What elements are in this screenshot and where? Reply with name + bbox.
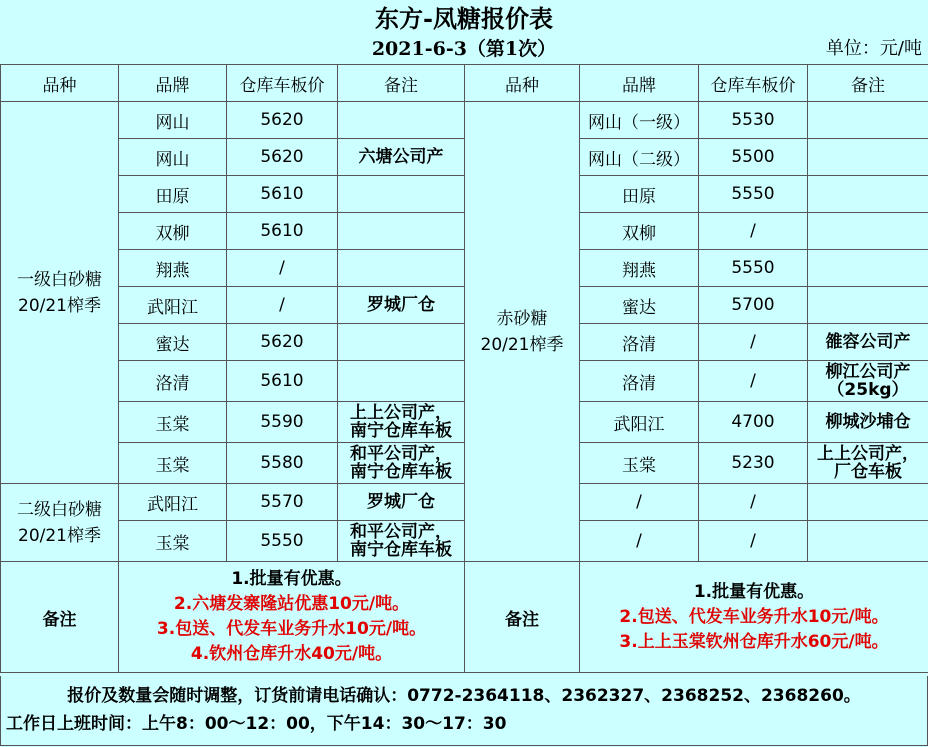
table-row [1,484,928,521]
sheet-title: 东方-凤糖报价表 [375,4,553,33]
remark-item: 1.批量有优惠。 [693,581,815,602]
brand-cell: 洛清 [580,324,699,361]
price-table [0,64,928,673]
price-cell: 5590 [227,402,338,443]
remarks-right [580,562,928,673]
note-cell: 雒容公司产 [808,324,928,361]
table-row [1,402,928,443]
brand-cell: 玉棠 [119,443,227,484]
brand-cell: 玉棠 [119,402,227,443]
column-header: 仓库车板价 [227,65,338,102]
price-cell: / [699,521,808,562]
note-cell: 罗城厂仓 [338,484,465,521]
column-header: 品牌 [119,65,227,102]
brand-cell: 洛清 [119,361,227,402]
working-hours: 工作日上班时间：上午8：00～12：00，下午14：30～17：30 [6,714,507,734]
note-cell: 和平公司产， 南宁仓库车板 [338,521,465,562]
brand-cell: 网山 [119,102,227,139]
price-cell: 5530 [699,102,808,139]
price-cell: 5500 [699,139,808,176]
category-white-sugar-grade2: 二级白砂糖 20/21榨季 [1,484,119,562]
column-header: 仓库车板价 [699,65,808,102]
brand-cell: 翔燕 [119,250,227,287]
brand-cell: 翔燕 [580,250,699,287]
brand-cell: 武阳江 [119,287,227,324]
brand-cell: 网山（二级） [580,139,699,176]
note-cell [808,484,928,521]
table-row [1,176,928,213]
column-header: 品牌 [580,65,699,102]
brand-cell: 玉棠 [580,443,699,484]
price-cell: 4700 [699,402,808,443]
brand-cell: 田原 [580,176,699,213]
column-header: 备注 [338,65,465,102]
note-cell [808,250,928,287]
remarks-label-left: 备注 [1,562,119,673]
column-header: 品种 [1,65,119,102]
brand-cell: 网山（一级） [580,102,699,139]
price-cell: 5550 [699,250,808,287]
sheet-date: 2021-6-3（第1次） [371,38,557,60]
category-raw-sugar: 赤砂糖 20/21榨季 [465,102,580,562]
note-cell [338,324,465,361]
note-cell [338,250,465,287]
brand-cell: 蜜达 [119,324,227,361]
note-cell [808,139,928,176]
table-row [1,443,928,484]
note-cell: 和平公司产， 南宁仓库车板 [338,443,465,484]
price-cell: 5550 [227,521,338,562]
remark-item: 2.包送、代发车业务升水10元/吨。 [619,606,889,627]
brand-cell: 网山 [119,139,227,176]
price-cell: 5230 [699,443,808,484]
table-row [1,361,928,402]
note-cell [338,213,465,250]
brand-cell: 洛清 [580,361,699,402]
price-cell: 5610 [227,361,338,402]
unit-label: 单位：元/吨 [825,38,922,59]
brand-cell: 蜜达 [580,287,699,324]
note-cell [338,176,465,213]
remarks-label-right: 备注 [465,562,580,673]
brand-cell: / [580,484,699,521]
note-cell [808,521,928,562]
note-cell: 上上公司产， 厂仓车板 [808,443,928,484]
brand-cell: 玉棠 [119,521,227,562]
price-cell: 5610 [227,176,338,213]
price-cell: 5570 [227,484,338,521]
brand-cell: 双柳 [580,213,699,250]
table-row [1,324,928,361]
price-cell: / [699,361,808,402]
brand-cell: 武阳江 [119,484,227,521]
price-cell: 5700 [699,287,808,324]
brand-cell: / [580,521,699,562]
remark-item: 3.包送、代发车业务升水10元/吨。 [156,619,427,639]
note-cell [338,102,465,139]
brand-cell: 田原 [119,176,227,213]
column-header: 备注 [808,65,928,102]
table-row [1,287,928,324]
note-cell: 柳江公司产 （25kg） [808,361,928,402]
price-cell: / [227,250,338,287]
remark-item: 4.钦州仓库升水40元/吨。 [190,644,393,664]
note-cell: 六塘公司产 [338,139,465,176]
column-header: 品种 [465,65,580,102]
category-white-sugar-grade1: 一级白砂糖 20/21榨季 [1,102,119,484]
remark-item: 1.批量有优惠。 [231,569,352,589]
note-cell: 上上公司产， 南宁仓库车板 [338,402,465,443]
note-cell [808,102,928,139]
note-cell: 柳城沙埔仓 [808,402,928,443]
price-cell: 5620 [227,324,338,361]
table-row [1,139,928,176]
price-cell: / [227,287,338,324]
contact-line: 报价及数量会随时调整，订货前请电话确认：0772-2364118、2362327、2368252、2368260。 [67,686,861,706]
brand-cell: 双柳 [119,213,227,250]
price-cell: / [699,324,808,361]
price-cell: / [699,213,808,250]
note-cell: 罗城厂仓 [338,287,465,324]
table-row [1,250,928,287]
brand-cell: 武阳江 [580,402,699,443]
price-cell: 5620 [227,102,338,139]
price-cell: 5610 [227,213,338,250]
table-row [1,213,928,250]
note-cell [338,361,465,402]
note-cell [808,287,928,324]
table-row [1,102,928,139]
price-cell: 5580 [227,443,338,484]
remarks-left [119,562,465,673]
table-row [1,521,928,562]
price-cell: 5620 [227,139,338,176]
remark-item: 3.上上玉棠钦州仓库升水60元/吨。 [619,631,889,652]
remark-item: 2.六塘发寨隆站优惠10元/吨。 [173,594,410,614]
price-cell: 5550 [699,176,808,213]
note-cell [808,176,928,213]
price-cell: / [699,484,808,521]
note-cell [808,213,928,250]
